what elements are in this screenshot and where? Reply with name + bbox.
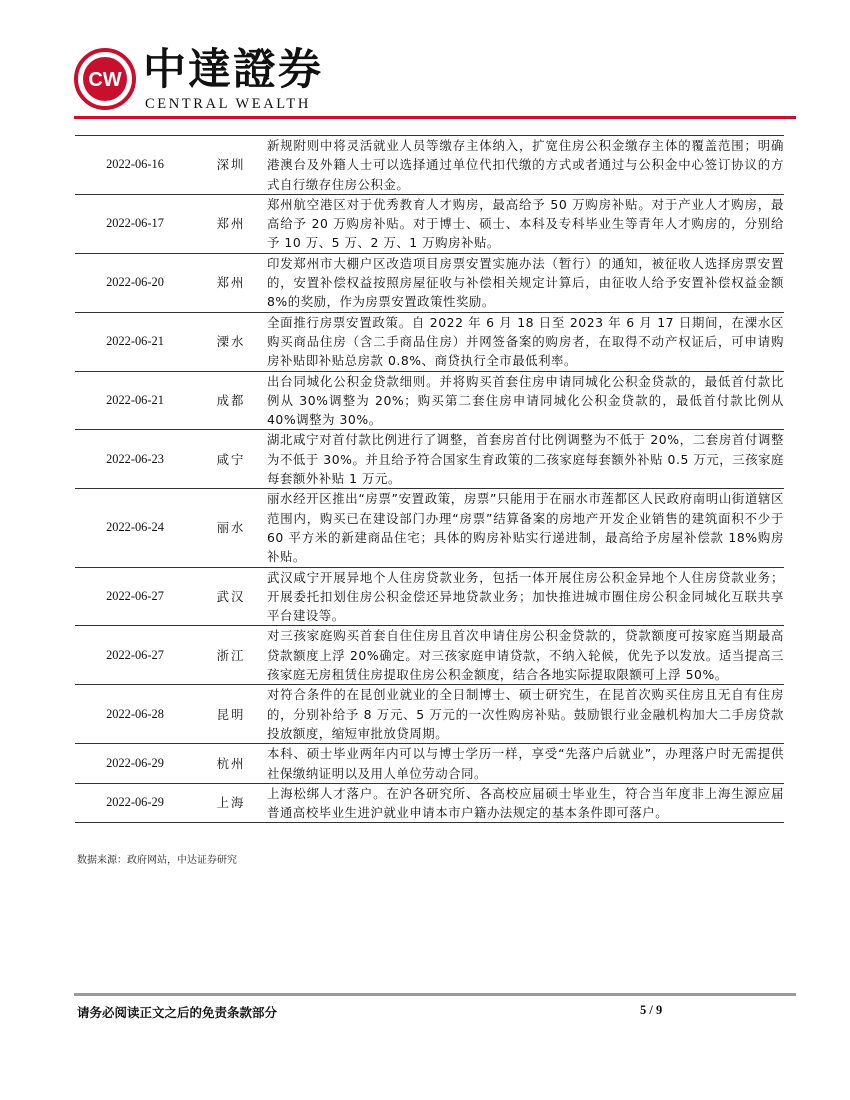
date-cell: 2022-06-27	[75, 567, 195, 626]
content-cell: 郑州航空港区对于优秀教育人才购房，最高给予 50 万购房补贴。对于产业人才购房，最高给予 20 万购房补贴。对于博士、硕士、本科及专科毕业生等青年人才购房的，分别给予 10 万、5 万、2 万、1 万购房补贴。	[267, 194, 784, 253]
company-name-en: CENTRAL WEALTH	[145, 96, 311, 112]
page-number: 5 / 9	[640, 1003, 663, 1017]
table-row	[75, 312, 784, 371]
city-cell: 杭州	[195, 744, 267, 784]
city-cell: 咸宁	[195, 430, 267, 489]
date-cell: 2022-06-23	[75, 430, 195, 489]
table-row	[75, 783, 784, 823]
city-cell: 成都	[195, 371, 267, 430]
date-cell: 2022-06-16	[75, 136, 195, 195]
header-divider	[74, 116, 796, 119]
table-row	[75, 194, 784, 253]
policy-table	[75, 135, 784, 823]
content-cell: 出台同城化公积金贷款细则。并将购买首套住房申请同城化公积金贷款的，最低首付款比例从 30%调整为 20%；购买第二套住房申请同城化公积金贷款的，最低首付款比例从 40%调整为 30%。	[267, 371, 784, 430]
table-row	[75, 371, 784, 430]
table-row	[75, 744, 784, 784]
table-row	[75, 430, 784, 489]
content-cell: 新规附则中将灵活就业人员等缴存主体纳入，扩宽住房公积金缴存主体的覆盖范围；明确港澳台及外籍人士可以选择通过单位代扣代缴的方式或者通过与公积金中心签订协议的方式自行缴存住房公积金。	[267, 136, 784, 195]
date-cell: 2022-06-29	[75, 783, 195, 823]
footer-disclaimer: 请务必阅读正文之后的免责条款部分	[77, 1005, 278, 1020]
content-cell: 湖北咸宁对首付款比例进行了调整，首套房首付比例调整为不低于 20%，二套房首付调整为不低于 30%。并且给予符合国家生育政策的二孩家庭每套额外补贴 0.5 万元，三孩家庭每套额外补贴 1 万元。	[267, 430, 784, 489]
content-cell: 印发郑州市大棚户区改造项目房票安置实施办法（暂行）的通知，被征收人选择房票安置的，安置补偿权益按照房屋征收与补偿相关规定计算后，由征收人给予安置补偿权益金额 8%的奖励，作为房票安置政策性奖励。	[267, 253, 784, 312]
content-cell: 对三孩家庭购买首套自住住房且首次申请住房公积金贷款的，贷款额度可按家庭当期最高贷款额度上浮 20%确定。对三孩家庭申请贷款，不纳入轮候，优先予以发放。适当提高三孩家庭无房租赁住房提取住房公积金额度，结合各地实际提取限额可上浮 50%。	[267, 626, 784, 685]
content-cell: 本科、硕士毕业两年内可以与博士学历一样，享受“先落户后就业”，办理落户时无需提供社保缴纳证明以及用人单位劳动合同。	[267, 744, 784, 784]
date-cell: 2022-06-21	[75, 371, 195, 430]
date-cell: 2022-06-21	[75, 312, 195, 371]
table-row	[75, 685, 784, 744]
city-cell: 深圳	[195, 136, 267, 195]
city-cell: 溧水	[195, 312, 267, 371]
city-cell: 武汉	[195, 567, 267, 626]
central-wealth-logo-icon	[74, 48, 136, 110]
date-cell: 2022-06-20	[75, 253, 195, 312]
source-note: 数据来源：政府网站，中达证券研究	[77, 855, 237, 866]
city-cell: 昆明	[195, 685, 267, 744]
content-cell: 丽水经开区推出“房票”安置政策，房票”只能用于在丽水市莲都区人民政府南明山街道辖区范围内，购买已在建设部门办理“房票”结算备案的房地产开发企业销售的建筑面积不少于 60 平方米的新建商品住宅；具体的购房补贴实行递进制，最高给予房屋补偿款 18%购房补贴。	[267, 489, 784, 567]
date-cell: 2022-06-27	[75, 626, 195, 685]
content-cell: 上海松绑人才落户。在沪各研究所、各高校应届硕士毕业生，符合当年度非上海生源应届普通高校毕业生进沪就业申请本市户籍办法规定的基本条件即可落户。	[267, 783, 784, 823]
date-cell: 2022-06-29	[75, 744, 195, 784]
date-cell: 2022-06-17	[75, 194, 195, 253]
table-row	[75, 489, 784, 567]
city-cell: 上海	[195, 783, 267, 823]
footer-divider	[74, 993, 796, 996]
city-cell: 郑州	[195, 194, 267, 253]
table-row	[75, 136, 784, 195]
company-name-cn: 中達證券	[143, 45, 323, 95]
content-cell: 全面推行房票安置政策。自 2022 年 6 月 18 日至 2023 年 6 月 17 日期间，在溧水区购买商品住房（含二手商品住房）并网签备案的购房者，在取得不动产权证后，可申请购房补贴即补贴总房款 0.8%、商贷执行全市最低利率。	[267, 312, 784, 371]
city-cell: 丽水	[195, 489, 267, 567]
policy-table-body	[75, 136, 784, 823]
content-cell: 武汉咸宁开展异地个人住房贷款业务，包括一体开展住房公积金异地个人住房贷款业务；开展委托扣划住房公积金偿还异地贷款业务；加快推进城市圈住房公积金同城化互联共享平台建设等。	[267, 567, 784, 626]
table-row	[75, 567, 784, 626]
date-cell: 2022-06-24	[75, 489, 195, 567]
city-cell: 浙江	[195, 626, 267, 685]
city-cell: 郑州	[195, 253, 267, 312]
table-row	[75, 253, 784, 312]
content-cell: 对符合条件的在昆创业就业的全日制博士、硕士研究生，在昆首次购买住房且无自有住房的，分别补给予 8 万元、5 万元的一次性购房补贴。鼓励银行业金融机构加大二手房贷款投放额度，缩短审批放贷周期。	[267, 685, 784, 744]
logo-mark-text: CW	[88, 69, 122, 91]
table-row	[75, 626, 784, 685]
date-cell: 2022-06-28	[75, 685, 195, 744]
